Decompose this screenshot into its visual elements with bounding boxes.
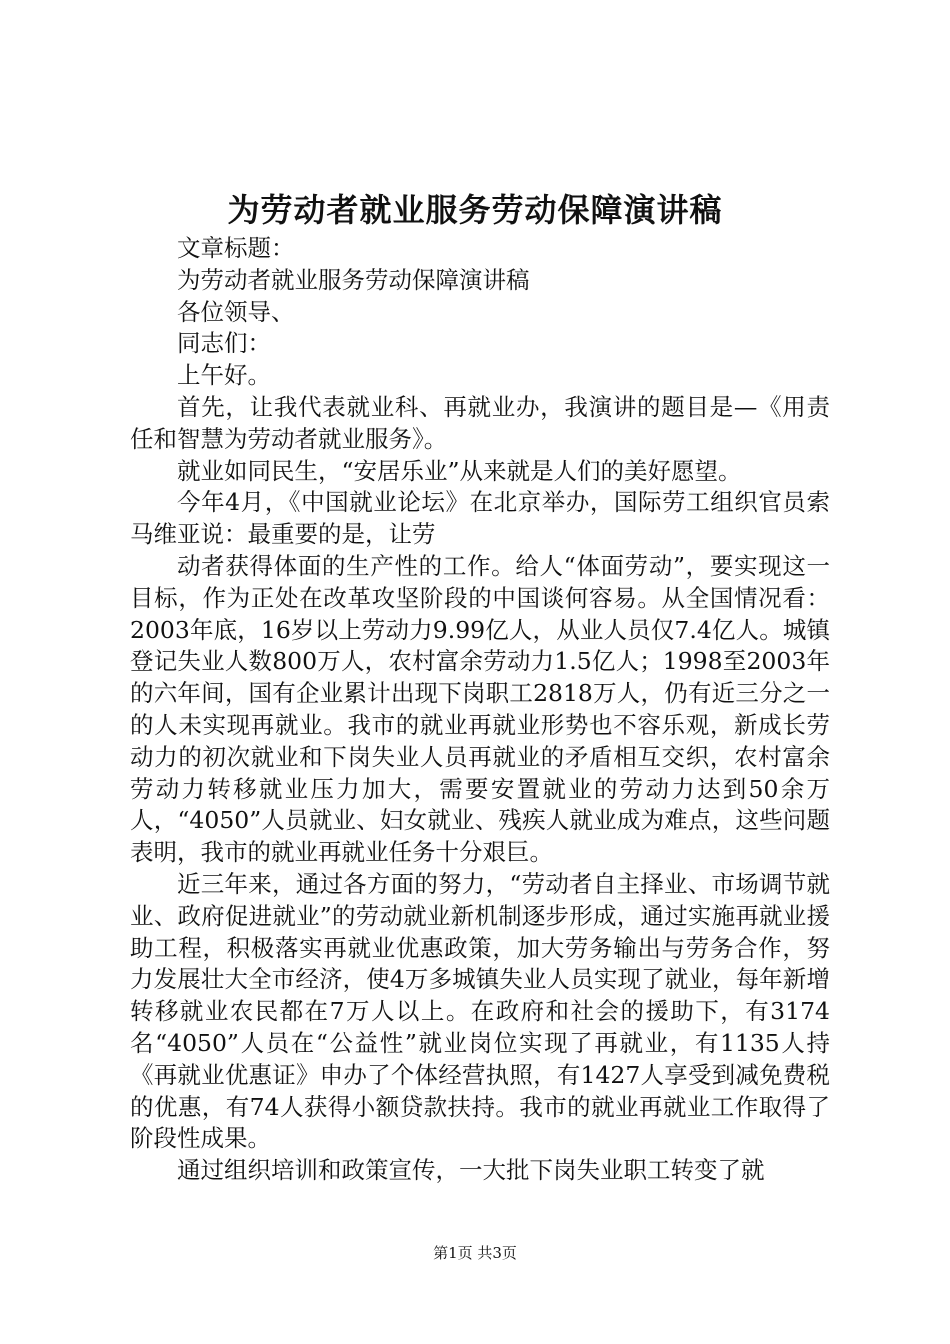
- paragraph: 为劳动者就业服务劳动保障演讲稿: [177, 265, 530, 294]
- paragraph: 同志们：: [177, 329, 271, 358]
- paragraph: 上午好。: [177, 361, 271, 390]
- paragraph: 各位领导、: [177, 297, 295, 326]
- document-body: [130, 233, 830, 1187]
- page-footer: 第1页 共3页: [433, 1244, 517, 1262]
- paragraph: 今年4月，《中国就业论坛》在北京举办，国际劳工组织官员索马维亚说：最重要的是，让劳: [130, 488, 830, 549]
- paragraph: 近三年来，通过各方面的努力，“劳动者自主择业、市场调节就业、政府促进就业”的劳动就业新机制逐步形成，通过实施再就业援助工程，积极落实再就业优惠政策，加大劳务输出与劳务合作，努力发展壮大全市经济，使4万多城镇失业人员实现了就业，每年新增转移就业农民都在7万人以上。在政府和社会的援助下，有3174名“4050”人员在“公益性”就业岗位实现了再就业，有1135人持《再就业优惠证》申办了个体经营执照，有1427人享受到减免费税的优惠，有74人获得小额贷款扶持。我市的就业再就业工作取得了阶段性成果。: [130, 869, 830, 1153]
- page-title: 为劳动者就业服务劳动保障演讲稿: [227, 191, 723, 229]
- paragraph: 首先，让我代表就业科、再就业办，我演讲的题目是—《用责任和智慧为劳动者就业服务》。: [130, 392, 830, 453]
- paragraph: 动者获得体面的生产性的工作。给人“体面劳动”，要实现这一目标，作为正处在改革攻坚阶段的中国谈何容易。从全国情况看：2003年底，16岁以上劳动力9.99亿人，从业人员仅7.4亿人。城镇登记失业人数800万人，农村富余劳动力1.5亿人；1998至2003年的六年间，国有企业累计出现下岗职工2818万人，仍有近三分之一的人未实现再就业。我市的就业再就业形势也不容乐观，新成长劳动力的初次就业和下岗失业人员再就业的矛盾相互交织，农村富余劳动力转移就业压力加大，需要安置就业的劳动力达到50余万人，“4050”人员就业、妇女就业、残疾人就业成为难点，这些问题表明，我市的就业再就业任务十分艰巨。: [130, 551, 830, 867]
- paragraph: 文章标题：: [177, 234, 295, 262]
- paragraph: 就业如同民生，“安居乐业”从来就是人们的美好愿望。: [177, 456, 742, 485]
- paragraph: 通过组织培训和政策宣传，一大批下岗失业职工转变了就: [177, 1156, 765, 1185]
